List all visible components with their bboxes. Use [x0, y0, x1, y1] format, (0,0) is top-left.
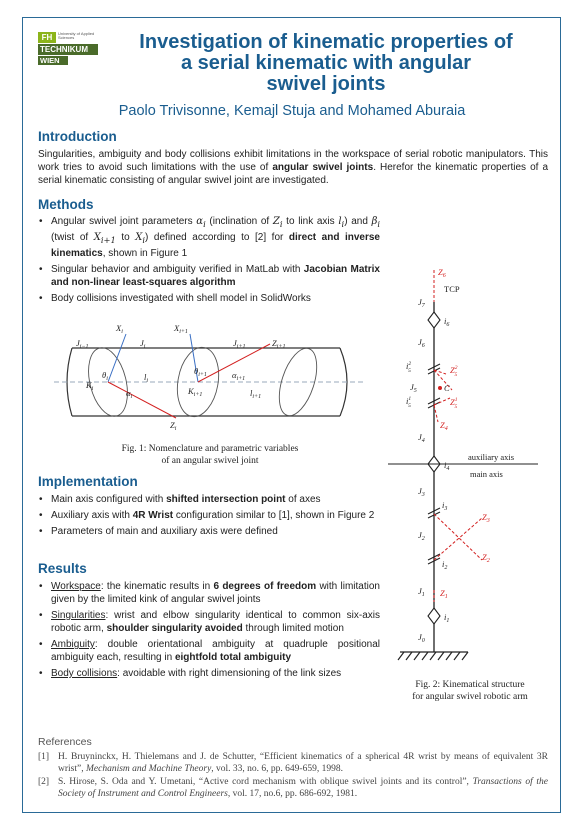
label-ji1: $J_{i+1}$ [233, 338, 246, 350]
bold-text: 4R Wrist [132, 510, 174, 521]
introduction-heading: Introduction [38, 129, 117, 144]
math-x: X [93, 232, 101, 243]
bold-text: Jacobian Matrix and non-linear least-squares algorithm [51, 264, 380, 288]
math-x: X [135, 232, 143, 243]
implementation-list [38, 493, 380, 541]
math-sub: i [341, 219, 345, 229]
caption-line: Fig. 1: Nomenclature and parametric variables [121, 444, 299, 454]
underline-text: Singularities [51, 610, 106, 621]
label-i3: $i_3$ [442, 500, 448, 512]
reference-text [58, 751, 548, 775]
joint-i1 [428, 608, 440, 624]
logo-fh: FH [38, 32, 56, 43]
underline-text: Ambiguity [51, 639, 95, 650]
introduction-text [38, 148, 548, 187]
wrist-center-point [438, 386, 442, 390]
text: to [115, 232, 136, 243]
label-thetai1: $\theta_{i+1}$ [194, 366, 207, 378]
figure-1-caption [80, 443, 340, 467]
figure-2-kinematic-structure [378, 262, 548, 674]
math-beta: β [371, 216, 378, 227]
text: of axes [285, 494, 321, 505]
axis-z2 [434, 514, 482, 560]
journal: Transactions of the Society of Instrument and Control Engineers [58, 777, 548, 799]
text: through limited motion [242, 623, 344, 634]
results-item-collisions [38, 667, 380, 680]
label-ji: $J_i$ [140, 338, 146, 350]
label-i6: $i_6$ [444, 316, 450, 328]
label-j1: $J_1$ [418, 586, 425, 598]
label-j0: $J_0$ [418, 632, 425, 644]
journal: Mechanism and Machine Theory [85, 764, 212, 774]
math-sub: i [142, 235, 146, 245]
text: to link axis [282, 216, 339, 227]
label-i1: $i_1$ [444, 612, 450, 624]
implementation-item-parameters [38, 525, 380, 538]
methods-item-collisions [38, 292, 380, 305]
reference-text [58, 776, 548, 800]
title-line-1: Investigation of kinematic properties of [139, 31, 513, 53]
label-z3: $Z_3$ [482, 512, 490, 524]
text: H. Bruyninckx, H. Thielemans and J. de Schutter, “Efficient kinematics of a spherical 4R wrist by means of equivalent 3R wrist”, [58, 752, 548, 774]
math-z: Z [272, 216, 280, 227]
text: , shown in Figure 1 [102, 248, 188, 259]
text: (inclination of [205, 216, 273, 227]
results-item-workspace [38, 580, 380, 606]
figure-2-caption [392, 679, 548, 703]
logo-university: University of Applied Sciences [58, 31, 95, 40]
text: with limitation given by the limited kink of angular swivel joints [51, 581, 380, 605]
math-l: l [338, 216, 342, 227]
label-ki: $K_i$ [86, 380, 94, 392]
logo-technikum: TECHNIKUM [38, 44, 98, 55]
label-z5-2: $Z^2$ 5 [450, 365, 458, 378]
methods-list [38, 215, 380, 308]
title-line-2: a serial kinematic with angular [180, 52, 472, 74]
bold-text: direct and inverse kinematics [51, 232, 380, 259]
fh-technikum-logo [38, 32, 102, 65]
text: Angular swivel joint parameters [51, 216, 197, 227]
math-sub: i+1 [100, 235, 116, 245]
text: Main axis configured with [51, 494, 167, 505]
poster-title [106, 32, 546, 95]
label-i5-1: $i^1$ 5 [406, 396, 412, 409]
results-item-ambiguity [38, 638, 380, 664]
bold-text: eightfold total ambiguity [174, 652, 292, 663]
methods-item-parameters [38, 215, 380, 260]
label-xi1: $X_{i+1}$ [174, 323, 188, 335]
label-j2: $J_2$ [418, 530, 425, 542]
label-z4: $Z_4$ [440, 420, 448, 432]
label-tcp: TCP [444, 284, 460, 294]
text: ) and [344, 216, 372, 227]
label-j6: $J_6$ [418, 337, 425, 349]
results-item-singularities [38, 609, 380, 635]
bold-text: shifted intersection point [166, 494, 286, 505]
caption-line: for angular swivel robotic arm [412, 692, 528, 702]
reference-number: [2] [38, 777, 50, 787]
label-li: $l_i$ [144, 372, 149, 384]
label-j4: $J_4$ [418, 432, 425, 444]
text: : double orientational ambiguity at quadruple positional ambiguity each, resulting in [51, 639, 380, 663]
reference-1 [38, 751, 548, 775]
label-auxiliary-axis: auxiliary axis [468, 452, 515, 462]
label-z2: $Z_2$ [482, 552, 490, 564]
label-ji-1: $J_{i-1}$ [76, 338, 89, 350]
caption-line: of an angular swivel joint [161, 456, 259, 466]
label-z6: $Z_6$ [438, 267, 446, 279]
text: Singular behavior and ambiguity verified in MatLab with [51, 264, 304, 275]
implementation-item-main-axis [38, 493, 380, 506]
text: : avoidable with right dimensioning of the link sizes [117, 668, 342, 679]
text: Body collisions investigated with shell model in SolidWorks [51, 293, 311, 304]
title-line-3: swivel joints [266, 73, 386, 95]
math-sub: i [377, 219, 381, 229]
text: Parameters of main and auxiliary axis were defined [51, 526, 278, 537]
underline-text: Body collisions [51, 668, 118, 679]
implementation-heading: Implementation [38, 474, 138, 489]
bold-text: shoulder singularity avoided [106, 623, 243, 634]
text: configuration similar to [1], shown in Figure 2 [173, 510, 375, 521]
math-sub: i [203, 219, 206, 229]
results-list [38, 580, 380, 683]
label-li1: $l_{i+1}$ [250, 388, 262, 400]
label-i2: $i_2$ [442, 559, 448, 571]
label-j7: $J_7$ [418, 297, 425, 309]
caption-line: Fig. 2: Kinematical structure [415, 680, 525, 690]
authors: Paolo Trivisonne, Kemajl Stuja and Mohamed Aburaia [118, 103, 466, 119]
text: S. Hirose, S. Oda and Y. Umetani, “Active cord mechanism with oblique swivel joints and its control”, [58, 777, 473, 787]
label-alphai: $\alpha_i$ [126, 388, 133, 400]
label-i4: $i_4$ [444, 460, 450, 472]
joint-i6 [428, 312, 440, 328]
methods-item-singular [38, 263, 380, 289]
logo-wien: WIEN [38, 56, 68, 65]
label-ki1: $K_{i+1}$ [188, 386, 203, 398]
axis-zi [108, 382, 176, 418]
label-i5-2: $i^2$ 5 [406, 361, 412, 374]
text: Auxiliary axis with [51, 510, 133, 521]
text: , vol. 33, no. 6, pp. 649-659, 1998. [211, 764, 343, 774]
label-zi: $Z_i$ [170, 420, 177, 432]
label-z1: $Z_1$ [440, 588, 448, 600]
text: (twist of [51, 232, 94, 243]
intro-text-bold: angular swivel joints [272, 162, 374, 173]
references-heading: References [38, 736, 92, 748]
text: : wrist and elbow singularity identical to common six-axis robotic arm, [51, 610, 380, 634]
figure-1-swivel-joint-diagram [48, 318, 368, 438]
label-j3: $J_3$ [418, 486, 425, 498]
label-xi: $X_i$ [116, 323, 123, 335]
label-zi1: $Z_{i+1}$ [272, 338, 286, 350]
methods-heading: Methods [38, 197, 94, 212]
axis-xi [108, 334, 126, 382]
intro-text-c: . Herefor the kinematic properties of a serial kinematic consisting of angular swivel joint are investigated. [38, 162, 549, 186]
bold-text: 6 degrees of freedom [213, 581, 317, 592]
text: : the kinematic results in [100, 581, 214, 592]
label-z5-1: $Z^1$ 5 [450, 397, 458, 410]
text: , vol. 17, no.6, pp. 686-692, 1981. [227, 789, 358, 799]
axis-z5-1 [434, 398, 450, 405]
reference-number: [1] [38, 752, 50, 762]
label-alphai1: $\alpha_{i+1}$ [232, 370, 246, 382]
label-j5: $J_5$ [410, 382, 417, 394]
reference-2 [38, 776, 548, 800]
text: ) defined according to [2] for [145, 232, 289, 243]
intro-text-a: Singularities, ambiguity and body collisions exhibit limitations in the workspace of serial robotic manipulators. This work tries to avoid such limitations with the use of [38, 149, 548, 173]
underline-text: Workspace [51, 581, 101, 592]
math-alpha: α [196, 216, 204, 227]
ground [398, 652, 468, 660]
label-main-axis: main axis [470, 469, 503, 479]
label-thetai: $\theta_i$ [102, 370, 108, 382]
implementation-item-aux-axis [38, 509, 380, 522]
results-heading: Results [38, 561, 87, 576]
math-sub: i [279, 219, 283, 229]
label-c: C [444, 383, 450, 393]
